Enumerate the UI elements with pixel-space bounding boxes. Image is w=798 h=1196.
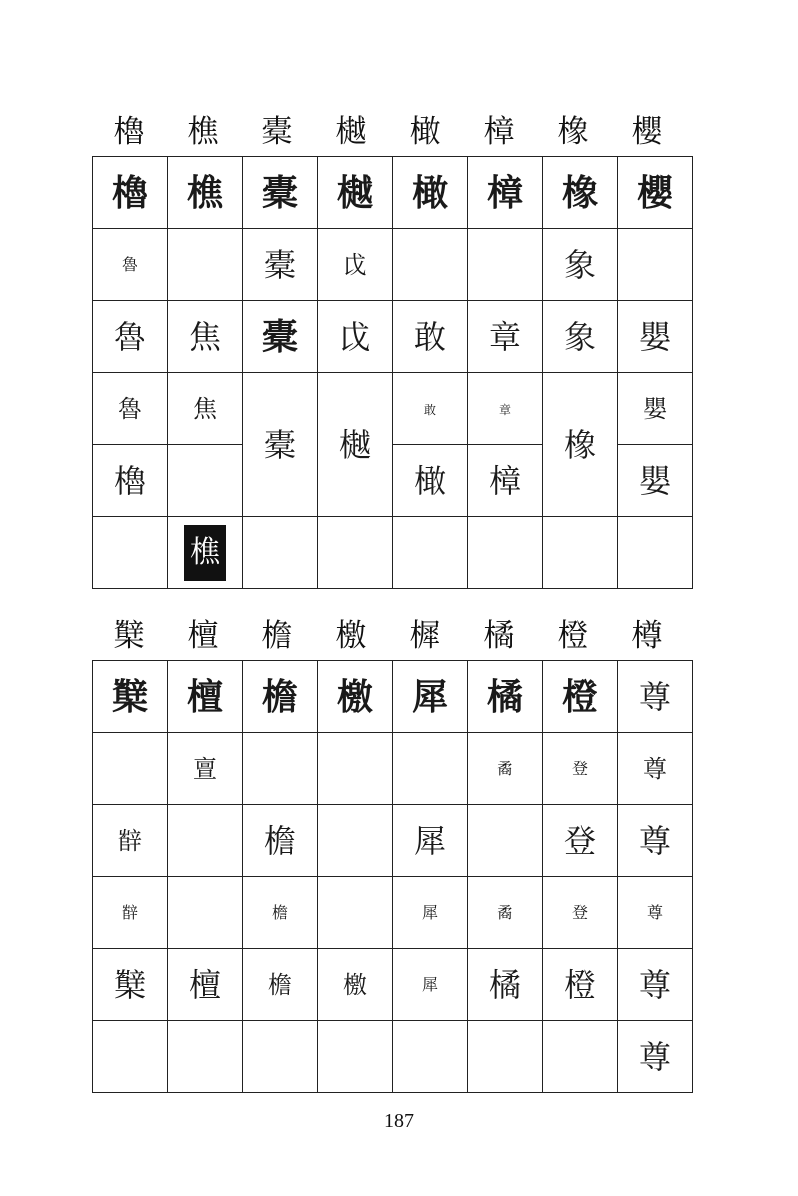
glyph-cell — [468, 877, 543, 949]
glyph-cell — [468, 949, 543, 1021]
header-char: 檄 — [335, 618, 367, 654]
clerical-glyph: 檀 — [188, 965, 221, 1004]
glyph-cell — [243, 373, 318, 517]
clerical-glyph: 櫓 — [113, 461, 146, 500]
seal-glyph: 尊 — [638, 1037, 671, 1076]
clerical-glyph: 橙 — [563, 965, 596, 1004]
glyph-cell — [618, 877, 693, 949]
clerical-glyph: 嬰 — [638, 461, 671, 500]
header-char: 樵 — [187, 114, 219, 150]
seal-glyph: 犀 — [411, 675, 448, 718]
header-char: 檐 — [261, 618, 293, 654]
glyph-cell — [468, 805, 543, 877]
glyph-cell — [543, 949, 618, 1021]
glyph-cell — [618, 1021, 693, 1093]
table-row — [93, 805, 693, 877]
warring-glyph: 檐 — [271, 903, 288, 922]
glyph-cell — [318, 301, 393, 373]
clerical-glyph: 樟 — [488, 461, 521, 500]
table-row — [93, 661, 693, 733]
bronze-glyph: 章 — [488, 317, 521, 356]
glyph-cell — [618, 157, 693, 229]
glyph-cell — [543, 1021, 618, 1093]
glyph-cell — [168, 445, 243, 517]
glyph-cell — [393, 373, 468, 445]
table-row — [93, 949, 693, 1021]
glyph-cell — [243, 157, 318, 229]
seal-glyph: 檐 — [261, 675, 298, 718]
bronze-glyph: 焦 — [188, 317, 221, 356]
glyph-cell — [468, 1021, 543, 1093]
glyph-cell — [318, 877, 393, 949]
glyph-cell — [93, 229, 168, 301]
header-char: 橄 — [409, 114, 441, 150]
clerical-glyph: 橐 — [263, 425, 296, 464]
header-char: 櫓 — [113, 114, 145, 150]
bronze-glyph: 橐 — [261, 315, 298, 358]
clerical-glyph: 樾 — [338, 425, 371, 464]
glyph-cell — [468, 445, 543, 517]
seal-glyph: 尊 — [638, 677, 671, 716]
glyph-table-2 — [92, 660, 693, 1093]
glyph-cell — [93, 517, 168, 589]
header-char: 橙 — [557, 618, 589, 654]
warring-glyph: 焦 — [193, 394, 217, 423]
glyph-cell — [93, 661, 168, 733]
bronze-glyph: 魯 — [113, 317, 146, 356]
clerical-glyph: 櫱 — [113, 965, 146, 1004]
table-row — [93, 373, 693, 445]
glyph-cell — [93, 301, 168, 373]
glyph-cell — [93, 805, 168, 877]
glyph-cell — [243, 949, 318, 1021]
seal-glyph: 橡 — [561, 171, 598, 214]
clerical-glyph: 犀 — [421, 975, 438, 994]
glyph-cell — [393, 517, 468, 589]
seal-glyph: 櫓 — [111, 171, 148, 214]
glyph-cell — [93, 1021, 168, 1093]
seal-glyph: 檄 — [336, 675, 373, 718]
bronze-glyph: 辥 — [118, 826, 142, 855]
glyph-cell — [468, 229, 543, 301]
glyph-cell — [243, 733, 318, 805]
seal-glyph: 櫱 — [111, 675, 148, 718]
warring-glyph: 犀 — [421, 903, 438, 922]
glyph-cell — [318, 157, 393, 229]
glyph-cell — [618, 949, 693, 1021]
oracle-glyph: 戉 — [343, 250, 367, 279]
clerical-glyph: 橡 — [563, 425, 596, 464]
glyph-cell — [93, 373, 168, 445]
glyph-cell — [543, 301, 618, 373]
warring-glyph: 矞 — [496, 903, 513, 922]
glyph-cell — [168, 949, 243, 1021]
glyph-cell — [618, 661, 693, 733]
header-char: 橐 — [261, 114, 293, 150]
glyph-cell — [543, 157, 618, 229]
glyph-cell — [618, 517, 693, 589]
glyph-table-1 — [92, 156, 693, 589]
header-char: 樟 — [483, 114, 515, 150]
bronze-glyph: 嬰 — [638, 317, 671, 356]
glyph-cell — [243, 805, 318, 877]
seal-glyph: 樾 — [336, 171, 373, 214]
warring-glyph: 敢 — [423, 403, 436, 417]
glyph-cell — [618, 301, 693, 373]
bronze-glyph: 尊 — [638, 821, 671, 860]
header-char: 樨 — [409, 618, 441, 654]
oracle-glyph: 矞 — [496, 759, 513, 778]
clerical-glyph: 尊 — [638, 965, 671, 1004]
header-char: 櫻 — [631, 114, 663, 150]
glyph-cell — [468, 517, 543, 589]
oracle-glyph: 登 — [571, 759, 588, 778]
glyph-cell — [468, 157, 543, 229]
glyph-cell — [318, 949, 393, 1021]
glyph-cell — [93, 877, 168, 949]
glyph-cell — [318, 733, 393, 805]
warring-glyph: 嬰 — [643, 394, 667, 423]
table-row — [93, 877, 693, 949]
glyph-cell — [168, 157, 243, 229]
header-char: 樽 — [631, 618, 663, 654]
glyph-cell — [393, 445, 468, 517]
glyph-cell — [318, 1021, 393, 1093]
seal-glyph: 樟 — [486, 171, 523, 214]
warring-glyph: 辥 — [121, 903, 138, 922]
character-section-2 — [92, 612, 684, 1093]
glyph-cell — [543, 805, 618, 877]
glyph-cell — [543, 733, 618, 805]
glyph-cell — [618, 445, 693, 517]
glyph-cell — [618, 733, 693, 805]
glyph-cell — [468, 661, 543, 733]
bronze-glyph: 檐 — [263, 821, 296, 860]
header-row-1 — [92, 108, 684, 156]
glyph-cell — [243, 301, 318, 373]
glyph-cell — [243, 517, 318, 589]
glyph-cell — [318, 661, 393, 733]
seal-glyph: 橘 — [486, 675, 523, 718]
glyph-cell — [168, 1021, 243, 1093]
glyph-cell — [93, 157, 168, 229]
glyph-cell — [393, 229, 468, 301]
clerical-glyph: 檐 — [268, 970, 292, 999]
glyph-cell — [393, 805, 468, 877]
seal-glyph: 橐 — [261, 171, 298, 214]
header-char: 橘 — [483, 618, 515, 654]
header-char: 櫱 — [113, 618, 145, 654]
glyph-cell — [243, 877, 318, 949]
glyph-cell — [393, 661, 468, 733]
glyph-cell — [618, 229, 693, 301]
bronze-glyph: 戉 — [338, 317, 371, 356]
glyph-cell — [543, 373, 618, 517]
glyph-cell — [93, 445, 168, 517]
glyph-cell — [168, 517, 243, 589]
glyph-cell — [168, 733, 243, 805]
glyph-cell — [618, 805, 693, 877]
character-section-1 — [92, 108, 684, 589]
glyph-cell — [393, 733, 468, 805]
oracle-glyph: 尊 — [643, 754, 667, 783]
glyph-cell — [168, 877, 243, 949]
seal-glyph: 橙 — [561, 675, 598, 718]
seal-stamp-glyph: 樵 — [184, 525, 226, 581]
glyph-cell — [318, 517, 393, 589]
oracle-glyph: 橐 — [263, 245, 296, 284]
glyph-cell — [393, 877, 468, 949]
glyph-cell — [168, 661, 243, 733]
header-char: 樾 — [335, 114, 367, 150]
bronze-glyph: 敢 — [413, 317, 446, 356]
bronze-glyph: 登 — [563, 821, 596, 860]
table-row — [93, 517, 693, 589]
glyph-cell — [168, 301, 243, 373]
table-row — [93, 229, 693, 301]
glyph-cell — [168, 805, 243, 877]
warring-glyph: 章 — [498, 403, 511, 417]
table-row — [93, 733, 693, 805]
clerical-glyph: 檄 — [343, 970, 367, 999]
glyph-cell — [168, 373, 243, 445]
header-char: 橡 — [557, 114, 589, 150]
glyph-cell — [393, 157, 468, 229]
table-row — [93, 1021, 693, 1093]
warring-glyph: 登 — [571, 903, 588, 922]
oracle-glyph: 魯 — [121, 255, 138, 274]
glyph-cell — [318, 805, 393, 877]
warring-glyph: 尊 — [646, 903, 663, 922]
page-number: 187 — [384, 1110, 414, 1132]
clerical-glyph: 橄 — [413, 461, 446, 500]
glyph-cell — [93, 733, 168, 805]
clerical-glyph: 橘 — [488, 965, 521, 1004]
header-row-2 — [92, 612, 684, 660]
glyph-cell — [93, 949, 168, 1021]
table-row — [93, 157, 693, 229]
bronze-glyph: 象 — [563, 317, 596, 356]
glyph-cell — [543, 517, 618, 589]
glyph-cell — [468, 301, 543, 373]
glyph-cell — [618, 373, 693, 445]
bronze-glyph: 犀 — [413, 821, 446, 860]
glyph-cell — [318, 373, 393, 517]
warring-glyph: 魯 — [118, 394, 142, 423]
seal-glyph: 櫻 — [636, 171, 673, 214]
glyph-cell — [468, 733, 543, 805]
oracle-glyph: 亶 — [193, 754, 217, 783]
glyph-cell — [393, 301, 468, 373]
glyph-cell — [543, 229, 618, 301]
glyph-cell — [543, 877, 618, 949]
seal-glyph: 樵 — [186, 171, 223, 214]
seal-glyph: 橄 — [411, 171, 448, 214]
glyph-cell — [243, 229, 318, 301]
glyph-cell — [168, 229, 243, 301]
header-char: 檀 — [187, 618, 219, 654]
glyph-cell — [543, 661, 618, 733]
glyph-cell — [468, 373, 543, 445]
glyph-cell — [393, 1021, 468, 1093]
seal-glyph: 檀 — [186, 675, 223, 718]
oracle-glyph: 象 — [563, 245, 596, 284]
glyph-cell — [243, 661, 318, 733]
table-row — [93, 301, 693, 373]
glyph-cell — [318, 229, 393, 301]
glyph-cell — [393, 949, 468, 1021]
glyph-cell — [243, 1021, 318, 1093]
